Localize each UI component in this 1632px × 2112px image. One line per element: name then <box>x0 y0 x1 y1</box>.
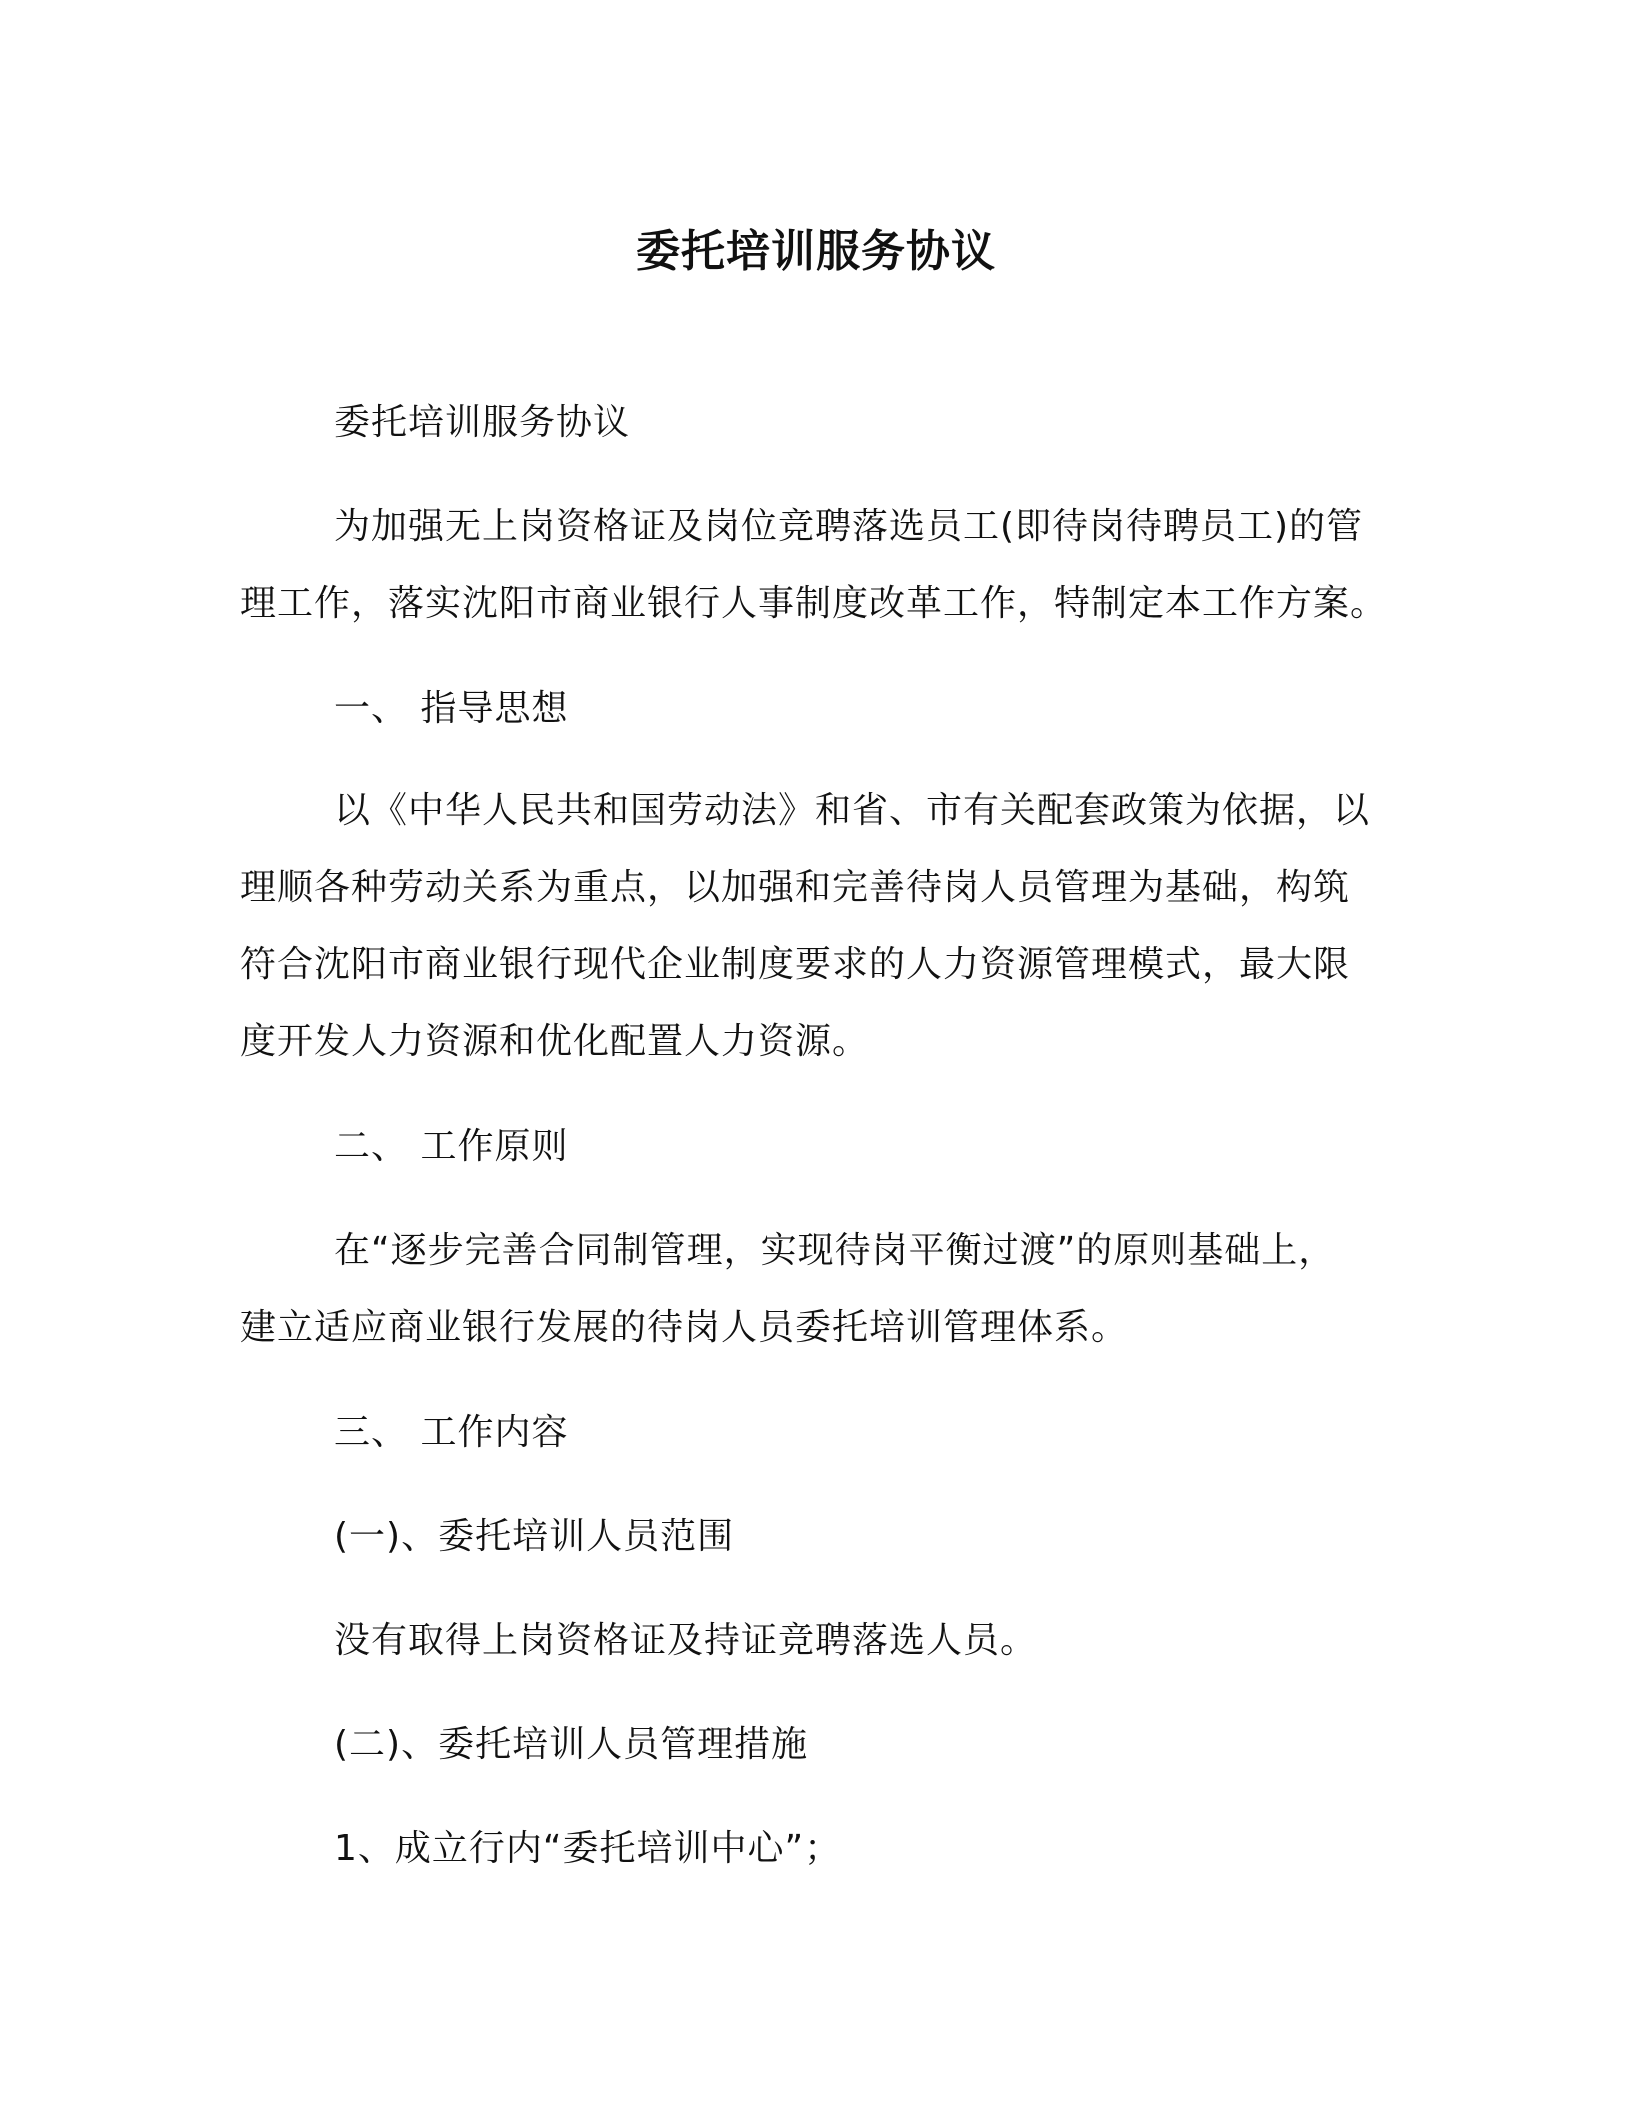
paragraph-line: 建立适应商业银行发展的待岗人员委托培训管理体系。 <box>240 1307 1129 1348</box>
guiding-ideology-paragraph <box>240 772 1390 1080</box>
document-subtitle: 委托培训服务协议 <box>334 402 631 443</box>
paragraph-line: 在“逐步完善合同制管理，实现待岗平衡过渡”的原则基础上， <box>334 1230 1336 1271</box>
measures-item-1: 1、成立行内“委托培训中心”； <box>334 1828 842 1869</box>
paragraph-line: 理顺各种劳动关系为重点，以加强和完善待岗人员管理为基础，构筑 <box>240 867 1351 908</box>
paragraph-line: 为加强无上岗资格证及岗位竞聘落选员工(即待岗待聘员工)的管 <box>334 506 1364 547</box>
subsection-heading-measures: (二)、委托培训人员管理措施 <box>334 1724 809 1765</box>
paragraph-line: 以《中华人民共和国劳动法》和省、市有关配套政策为依据，以 <box>334 790 1371 831</box>
scope-paragraph: 没有取得上岗资格证及持证竞聘落选人员。 <box>334 1620 1038 1661</box>
paragraph-line: 理工作，落实沈阳市商业银行人事制度改革工作，特制定本工作方案。 <box>240 583 1388 624</box>
subsection-heading-scope: (一)、委托培训人员范围 <box>334 1516 735 1557</box>
document-title: 委托培训服务协议 <box>636 226 996 277</box>
section-heading-guiding-ideology: 一、 指导思想 <box>334 688 569 729</box>
section-heading-work-principles: 二、 工作原则 <box>334 1126 569 1167</box>
work-principles-paragraph <box>240 1212 1390 1366</box>
section-heading-work-content: 三、 工作内容 <box>334 1412 569 1453</box>
intro-paragraph <box>240 488 1390 642</box>
paragraph-line: 度开发人力资源和优化配置人力资源。 <box>240 1021 870 1062</box>
paragraph-line: 符合沈阳市商业银行现代企业制度要求的人力资源管理模式，最大限 <box>240 944 1351 985</box>
